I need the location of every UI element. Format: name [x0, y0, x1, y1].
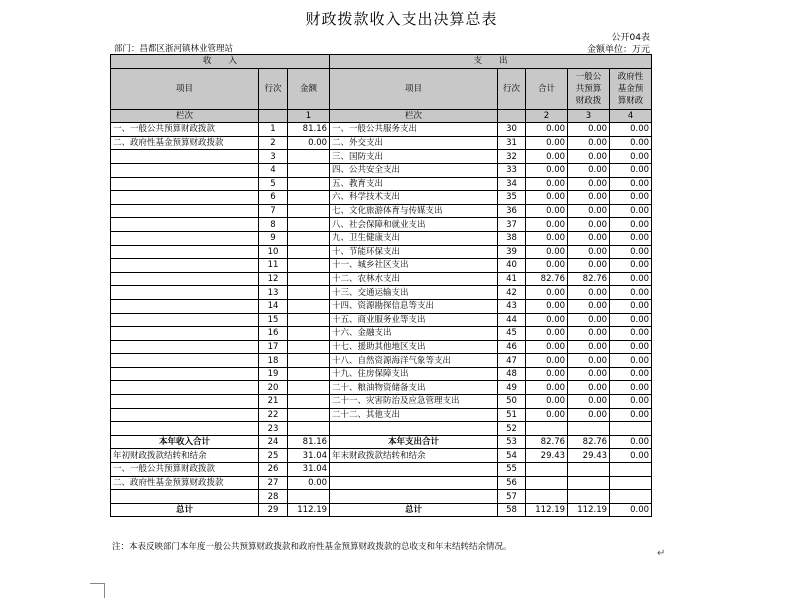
expense-item-cell: 十三、交通运输支出	[330, 286, 498, 300]
expense-item-cell: 十四、资源勘探信息等支出	[330, 299, 498, 313]
expense-rowno-cell: 32	[498, 150, 526, 164]
expense-total-cell: 0.00	[526, 204, 568, 218]
income-item-header: 项目	[111, 68, 259, 109]
expense-item-cell: 五、教育支出	[330, 177, 498, 191]
income-amount-cell	[288, 327, 330, 341]
income-item-cell: 总计	[111, 503, 259, 517]
budget-summary-table	[110, 54, 652, 517]
income-rowno-cell: 26	[259, 463, 288, 477]
income-amount-header: 金额	[288, 68, 330, 109]
expense-rowno-cell: 47	[498, 354, 526, 368]
expense-item-cell: 二十一、灾害防治及应急管理支出	[330, 395, 498, 409]
expense-item-cell: 二十二、其他支出	[330, 408, 498, 422]
income-colnum-amount: 1	[288, 109, 330, 123]
income-item-cell	[111, 395, 259, 409]
expense-item-cell: 一、一般公共服务支出	[330, 123, 498, 137]
fund-budget-cell: 0.00	[610, 204, 652, 218]
income-amount-cell	[288, 408, 330, 422]
page-corner-mark	[90, 583, 105, 598]
fund-budget-cell: 0.00	[610, 163, 652, 177]
table-row	[111, 354, 652, 368]
fund-budget-cell	[610, 476, 652, 490]
table-row	[111, 272, 652, 286]
table-row	[111, 340, 652, 354]
expense-rowno-cell: 45	[498, 327, 526, 341]
general-budget-cell: 0.00	[568, 327, 610, 341]
table-row	[111, 204, 652, 218]
income-colnum-label: 栏次	[111, 109, 259, 123]
fund-budget-cell: 0.00	[610, 340, 652, 354]
income-rowno-cell: 28	[259, 490, 288, 504]
table-row	[111, 490, 652, 504]
income-rowno-header: 行次	[259, 68, 288, 109]
fund-budget-cell: 0.00	[610, 272, 652, 286]
expense-item-cell: 三、国防支出	[330, 150, 498, 164]
expense-total-cell	[526, 476, 568, 490]
income-item-cell	[111, 313, 259, 327]
general-budget-header-line: 财政拨	[575, 95, 602, 106]
expense-total-cell	[526, 490, 568, 504]
expense-total-cell: 0.00	[526, 245, 568, 259]
expense-rowno-header: 行次	[498, 68, 526, 109]
expense-total-cell: 0.00	[526, 395, 568, 409]
income-item-cell	[111, 340, 259, 354]
expense-total-cell: 0.00	[526, 313, 568, 327]
general-budget-header-line: 共预算	[575, 83, 602, 94]
income-item-cell	[111, 299, 259, 313]
income-rowno-cell: 3	[259, 150, 288, 164]
expense-rowno-cell: 52	[498, 422, 526, 436]
fund-budget-header-line: 算财政	[617, 95, 644, 106]
expense-rowno-cell: 57	[498, 490, 526, 504]
income-item-cell	[111, 422, 259, 436]
expense-total-cell: 0.00	[526, 381, 568, 395]
income-rowno-cell: 19	[259, 367, 288, 381]
income-item-cell: 二、政府性基金预算财政拨款	[111, 136, 259, 150]
income-rowno-cell: 15	[259, 313, 288, 327]
expense-item-cell: 十一、城乡社区支出	[330, 259, 498, 273]
income-item-cell: 二、政府性基金预算财政拨款	[111, 476, 259, 490]
income-item-cell	[111, 367, 259, 381]
income-rowno-cell: 12	[259, 272, 288, 286]
income-amount-cell	[288, 395, 330, 409]
income-amount-cell: 81.16	[288, 123, 330, 137]
general-budget-cell: 0.00	[568, 340, 610, 354]
income-amount-cell: 0.00	[288, 136, 330, 150]
income-rowno-cell: 2	[259, 136, 288, 150]
fund-budget-cell: 0.00	[610, 408, 652, 422]
income-amount-cell	[288, 245, 330, 259]
income-rowno-cell: 10	[259, 245, 288, 259]
expense-total-cell: 112.19	[526, 503, 568, 517]
expense-rowno-cell: 40	[498, 259, 526, 273]
income-rowno-cell: 5	[259, 177, 288, 191]
expense-item-cell: 二十、粮油物资储备支出	[330, 381, 498, 395]
income-item-cell	[111, 218, 259, 232]
table-row	[111, 503, 652, 517]
expense-total-cell	[526, 422, 568, 436]
income-amount-cell	[288, 367, 330, 381]
general-budget-cell: 29.43	[568, 449, 610, 463]
expense-colnum-label: 栏次	[330, 109, 498, 123]
income-item-cell: 一、一般公共预算财政拨款	[111, 463, 259, 477]
table-row	[111, 435, 652, 449]
general-budget-cell: 0.00	[568, 408, 610, 422]
paragraph-return-mark: ↵	[657, 548, 666, 559]
income-rowno-cell: 1	[259, 123, 288, 137]
general-budget-header-line: 一般公	[575, 71, 602, 82]
expense-total-cell: 0.00	[526, 340, 568, 354]
income-item-cell	[111, 490, 259, 504]
income-rowno-cell: 4	[259, 163, 288, 177]
fund-budget-cell: 0.00	[610, 381, 652, 395]
fund-budget-cell	[610, 490, 652, 504]
income-rowno-cell: 22	[259, 408, 288, 422]
expense-total-cell: 0.00	[526, 231, 568, 245]
fund-budget-cell: 0.00	[610, 367, 652, 381]
expense-rowno-cell: 46	[498, 340, 526, 354]
footnote: 注：本表反映部门本年度一般公共预算财政拨款和政府性基金预算财政拨款的总收支和年末结转结余情况。	[112, 542, 512, 552]
table-row	[111, 476, 652, 490]
table-row	[111, 191, 652, 205]
expense-item-cell: 九、卫生健康支出	[330, 231, 498, 245]
expense-total-header: 合计	[526, 68, 568, 109]
income-item-cell	[111, 327, 259, 341]
income-amount-cell	[288, 272, 330, 286]
amount-unit-label: 金额单位：万元	[586, 45, 650, 55]
general-budget-cell: 0.00	[568, 299, 610, 313]
expense-rowno-cell: 31	[498, 136, 526, 150]
fund-budget-cell: 0.00	[610, 218, 652, 232]
table-row	[111, 231, 652, 245]
income-amount-cell	[288, 218, 330, 232]
income-item-cell	[111, 381, 259, 395]
income-amount-cell	[288, 354, 330, 368]
fund-budget-cell: 0.00	[610, 435, 652, 449]
fund-budget-cell: 0.00	[610, 286, 652, 300]
income-rowno-cell: 16	[259, 327, 288, 341]
income-item-cell	[111, 286, 259, 300]
general-budget-cell: 0.00	[568, 231, 610, 245]
income-rowno-cell: 11	[259, 259, 288, 273]
expense-item-cell	[330, 422, 498, 436]
expense-item-cell: 本年支出合计	[330, 435, 498, 449]
fund-budget-cell: 0.00	[610, 123, 652, 137]
table-row	[111, 299, 652, 313]
income-rowno-cell: 18	[259, 354, 288, 368]
income-rowno-cell: 25	[259, 449, 288, 463]
income-amount-cell	[288, 490, 330, 504]
fund-budget-cell: 0.00	[610, 231, 652, 245]
general-budget-cell	[568, 490, 610, 504]
general-budget-cell: 0.00	[568, 136, 610, 150]
general-budget-cell: 0.00	[568, 123, 610, 137]
income-rowno-cell: 6	[259, 191, 288, 205]
income-item-cell: 本年收入合计	[111, 435, 259, 449]
expense-rowno-cell: 41	[498, 272, 526, 286]
fund-budget-cell: 0.00	[610, 259, 652, 273]
expense-item-cell: 十七、援助其他地区支出	[330, 340, 498, 354]
expense-total-cell: 0.00	[526, 218, 568, 232]
income-colnum-blank	[259, 109, 288, 123]
income-amount-cell	[288, 204, 330, 218]
table-row	[111, 163, 652, 177]
fund-budget-cell	[610, 463, 652, 477]
income-amount-cell: 31.04	[288, 449, 330, 463]
expense-rowno-cell: 53	[498, 435, 526, 449]
fund-budget-cell: 0.00	[610, 150, 652, 164]
expense-item-cell: 十五、商业服务业等支出	[330, 313, 498, 327]
income-amount-cell	[288, 299, 330, 313]
table-row	[111, 381, 652, 395]
income-amount-cell	[288, 150, 330, 164]
expense-rowno-cell: 35	[498, 191, 526, 205]
general-budget-cell: 82.76	[568, 272, 610, 286]
expense-rowno-cell: 54	[498, 449, 526, 463]
expense-rowno-cell: 34	[498, 177, 526, 191]
expense-item-cell: 八、社会保障和就业支出	[330, 218, 498, 232]
expense-total-cell: 82.76	[526, 435, 568, 449]
income-amount-cell	[288, 191, 330, 205]
general-budget-cell: 0.00	[568, 204, 610, 218]
expense-rowno-cell: 37	[498, 218, 526, 232]
general-budget-cell: 0.00	[568, 395, 610, 409]
table-row	[111, 327, 652, 341]
general-budget-cell: 0.00	[568, 259, 610, 273]
general-budget-cell: 0.00	[568, 381, 610, 395]
expense-rowno-cell: 36	[498, 204, 526, 218]
table-row	[111, 449, 652, 463]
income-amount-cell: 31.04	[288, 463, 330, 477]
income-amount-cell: 112.19	[288, 503, 330, 517]
expense-rowno-cell: 30	[498, 123, 526, 137]
table-row	[111, 218, 652, 232]
fund-budget-header	[610, 68, 652, 109]
general-budget-cell	[568, 476, 610, 490]
income-amount-cell	[288, 163, 330, 177]
table-row	[111, 422, 652, 436]
income-item-cell	[111, 231, 259, 245]
expense-rowno-cell: 55	[498, 463, 526, 477]
expense-rowno-cell: 49	[498, 381, 526, 395]
report-title: 财政拨款收入支出决算总表	[305, 10, 498, 28]
income-amount-cell: 81.16	[288, 435, 330, 449]
expense-total-cell: 0.00	[526, 354, 568, 368]
expense-rowno-cell: 51	[498, 408, 526, 422]
general-budget-cell	[568, 422, 610, 436]
income-amount-cell	[288, 313, 330, 327]
expense-item-cell	[330, 490, 498, 504]
fund-budget-cell	[610, 422, 652, 436]
income-item-cell	[111, 204, 259, 218]
expense-item-cell: 十九、住房保障支出	[330, 367, 498, 381]
income-section-header: 收 入	[111, 55, 330, 69]
general-budget-cell: 0.00	[568, 367, 610, 381]
expense-item-cell	[330, 476, 498, 490]
expense-colnum-total: 2	[526, 109, 568, 123]
expense-item-cell: 七、文化旅游体育与传媒支出	[330, 204, 498, 218]
expense-item-cell: 十六、金融支出	[330, 327, 498, 341]
income-amount-cell	[288, 259, 330, 273]
general-budget-cell: 0.00	[568, 313, 610, 327]
income-rowno-cell: 29	[259, 503, 288, 517]
expense-total-cell: 0.00	[526, 136, 568, 150]
expense-item-cell: 十八、自然资源海洋气象等支出	[330, 354, 498, 368]
expense-item-cell: 年末财政拨款结转和结余	[330, 449, 498, 463]
table-row	[111, 463, 652, 477]
department-label: 部门：昌都区浙河镇林业管理站	[114, 44, 234, 54]
general-budget-cell: 0.00	[568, 191, 610, 205]
expense-rowno-cell: 58	[498, 503, 526, 517]
expense-total-cell: 0.00	[526, 286, 568, 300]
fund-budget-cell: 0.00	[610, 327, 652, 341]
income-rowno-cell: 7	[259, 204, 288, 218]
table-row	[111, 259, 652, 273]
table-row	[111, 395, 652, 409]
expense-item-cell: 六、科学技术支出	[330, 191, 498, 205]
fund-budget-header-line: 政府性	[617, 71, 644, 82]
table-row	[111, 136, 652, 150]
fund-budget-header-line: 基金预	[617, 83, 644, 94]
income-amount-cell	[288, 231, 330, 245]
income-item-cell	[111, 259, 259, 273]
expense-total-cell: 0.00	[526, 177, 568, 191]
expense-rowno-cell: 43	[498, 299, 526, 313]
general-budget-cell: 112.19	[568, 503, 610, 517]
income-rowno-cell: 8	[259, 218, 288, 232]
income-rowno-cell: 24	[259, 435, 288, 449]
expense-rowno-cell: 33	[498, 163, 526, 177]
income-amount-cell	[288, 340, 330, 354]
income-item-cell	[111, 354, 259, 368]
income-rowno-cell: 23	[259, 422, 288, 436]
general-budget-cell	[568, 463, 610, 477]
table-row	[111, 313, 652, 327]
expense-colnum-fund: 4	[610, 109, 652, 123]
expense-item-cell: 二、外交支出	[330, 136, 498, 150]
form-number: 公开04表	[611, 33, 650, 43]
expense-total-cell: 0.00	[526, 408, 568, 422]
table-row	[111, 150, 652, 164]
expense-colnum-general: 3	[568, 109, 610, 123]
income-rowno-cell: 17	[259, 340, 288, 354]
income-item-cell	[111, 150, 259, 164]
income-item-cell	[111, 272, 259, 286]
table-row	[111, 408, 652, 422]
table-row	[111, 367, 652, 381]
fund-budget-cell: 0.00	[610, 299, 652, 313]
expense-total-cell: 82.76	[526, 272, 568, 286]
fund-budget-cell: 0.00	[610, 177, 652, 191]
expense-rowno-cell: 44	[498, 313, 526, 327]
expense-rowno-cell: 56	[498, 476, 526, 490]
general-budget-header	[568, 68, 610, 109]
expense-total-cell: 0.00	[526, 191, 568, 205]
expense-item-cell: 十、节能环保支出	[330, 245, 498, 259]
expense-total-cell: 0.00	[526, 163, 568, 177]
fund-budget-cell: 0.00	[610, 354, 652, 368]
expense-section-header: 支 出	[330, 55, 652, 69]
income-rowno-cell: 9	[259, 231, 288, 245]
expense-rowno-cell: 50	[498, 395, 526, 409]
income-rowno-cell: 13	[259, 286, 288, 300]
expense-total-cell: 0.00	[526, 327, 568, 341]
income-item-cell	[111, 177, 259, 191]
expense-item-cell: 四、公共安全支出	[330, 163, 498, 177]
fund-budget-cell: 0.00	[610, 395, 652, 409]
expense-rowno-cell: 42	[498, 286, 526, 300]
fund-budget-cell: 0.00	[610, 245, 652, 259]
general-budget-cell: 0.00	[568, 286, 610, 300]
expense-rowno-cell: 48	[498, 367, 526, 381]
income-item-cell	[111, 163, 259, 177]
expense-item-header: 项目	[330, 68, 498, 109]
general-budget-cell: 0.00	[568, 177, 610, 191]
expense-total-cell: 0.00	[526, 299, 568, 313]
general-budget-cell: 0.00	[568, 163, 610, 177]
income-amount-cell	[288, 381, 330, 395]
general-budget-cell: 0.00	[568, 150, 610, 164]
income-item-cell: 年初财政拨款结转和结余	[111, 449, 259, 463]
income-amount-cell	[288, 286, 330, 300]
expense-colnum-blank	[498, 109, 526, 123]
expense-total-cell: 0.00	[526, 259, 568, 273]
income-item-cell	[111, 191, 259, 205]
fund-budget-cell: 0.00	[610, 449, 652, 463]
income-amount-cell	[288, 177, 330, 191]
income-item-cell	[111, 245, 259, 259]
income-item-cell	[111, 408, 259, 422]
expense-rowno-cell: 38	[498, 231, 526, 245]
expense-item-cell: 十二、农林水支出	[330, 272, 498, 286]
general-budget-cell: 82.76	[568, 435, 610, 449]
table-row	[111, 245, 652, 259]
expense-total-cell	[526, 463, 568, 477]
general-budget-cell: 0.00	[568, 218, 610, 232]
income-rowno-cell: 14	[259, 299, 288, 313]
table-row	[111, 286, 652, 300]
income-rowno-cell: 21	[259, 395, 288, 409]
fund-budget-cell: 0.00	[610, 136, 652, 150]
expense-total-cell: 0.00	[526, 123, 568, 137]
expense-total-cell: 0.00	[526, 150, 568, 164]
general-budget-cell: 0.00	[568, 245, 610, 259]
expense-item-cell: 总计	[330, 503, 498, 517]
table-row	[111, 123, 652, 137]
fund-budget-cell: 0.00	[610, 503, 652, 517]
expense-rowno-cell: 39	[498, 245, 526, 259]
income-item-cell: 一、一般公共预算财政拨款	[111, 123, 259, 137]
expense-total-cell: 29.43	[526, 449, 568, 463]
income-amount-cell: 0.00	[288, 476, 330, 490]
fund-budget-cell: 0.00	[610, 191, 652, 205]
general-budget-cell: 0.00	[568, 354, 610, 368]
fund-budget-cell: 0.00	[610, 313, 652, 327]
income-rowno-cell: 27	[259, 476, 288, 490]
table-row	[111, 177, 652, 191]
income-rowno-cell: 20	[259, 381, 288, 395]
expense-total-cell: 0.00	[526, 367, 568, 381]
income-amount-cell	[288, 422, 330, 436]
expense-item-cell	[330, 463, 498, 477]
